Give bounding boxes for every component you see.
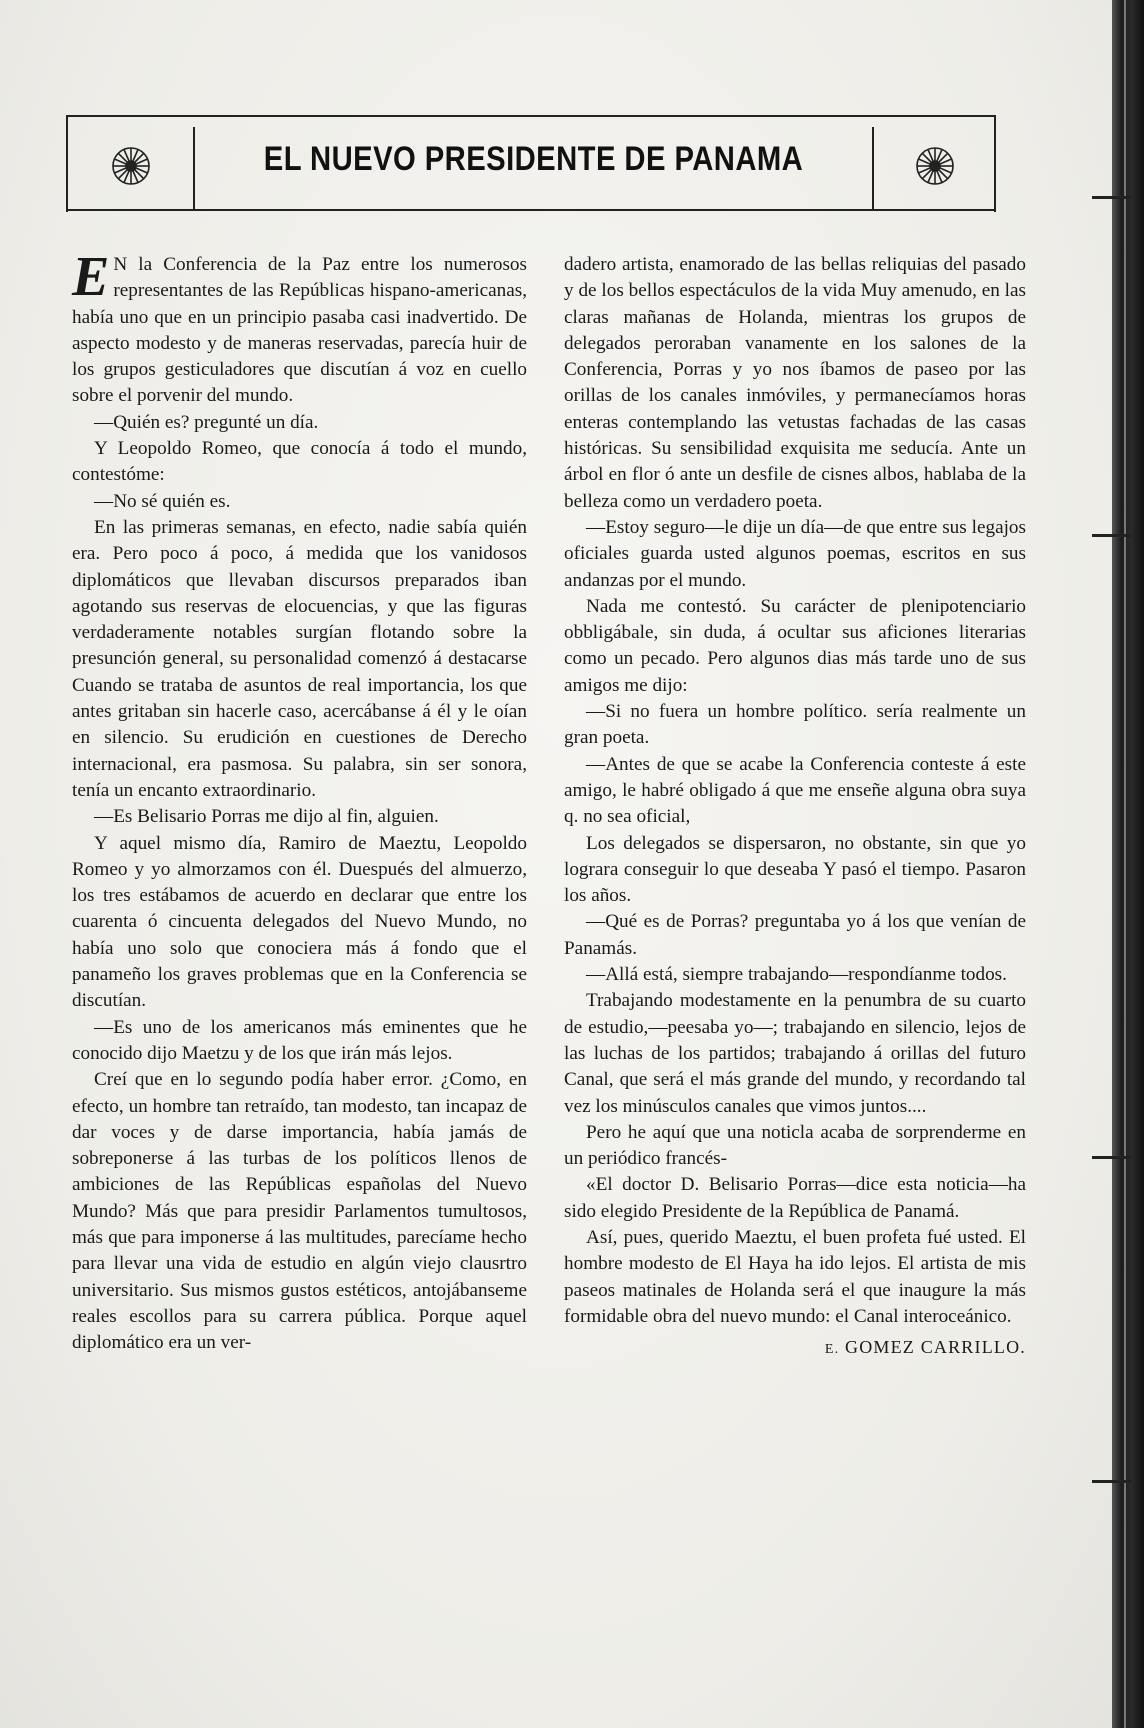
paragraph: «El doctor D. Belisario Porras—dice esta noticia—ha sido elegido Presidente de la República de Panamá. [564, 1174, 1026, 1222]
paragraph: —Allá está, siempre trabajando—respondíanme todos. [586, 964, 1007, 986]
book-spine [1112, 0, 1144, 1728]
paragraph: —Antes de que se acabe la Conferencia conteste á este amigo, le habré obligado á que me enseñe alguna obra suya q. no sea oficial, [564, 753, 1026, 828]
title-frame-divider-left [193, 127, 195, 211]
paragraph: Nada me contestó. Su carácter de plenipotenciario obbligábale, sin duda, á ocultar sus aficiones literarias como un pecado. Pero algunos dias más tarde uno de sus amigos me dijo: [564, 595, 1026, 696]
paragraph: Pero he aquí que una noticla acaba de sorprenderme en un periódico francés- [564, 1121, 1026, 1170]
paragraph: Creí que en lo segundo podía haber error. ¿Como, en efecto, un hombre tan retraído, tan modesto, tan incapaz de dar voces y de darse importancia, había jamás de sobreponerse á las turbas de los políticos llenos de ambiciones de las Repúblicas españolas del Nuevo Mundo? Más que para presidir Parlamentos tumultosos, más que para imponerse á las multitudes, parecíame hecho para llevar una vida de estudio en algún viejo clausrtro universitario. Sus mismos gustos estéticos, antojábanseme reales escollos para su carrera pública. Porque aquel diplomático era un ver- [72, 1069, 527, 1354]
paragraph: —Qué es de Porras? preguntaba yo á los que venían de Panamás. [564, 911, 1026, 959]
binding-thread [1092, 196, 1132, 199]
paragraph: —Es Belisario Porras me dijo al fin, alguien. [94, 806, 439, 828]
author-signature: E. GOMEZ CARRILLO. [824, 1337, 1026, 1358]
paragraph: Y aquel mismo día, Ramiro de Maeztu, Leopoldo Romeo y yo almorzamos con él. Duespués del almuerzo, los tres estábamos de acuerdo en declarar que entre los cuarenta ó cincuenta delegados del Nuevo Mundo, no había uno solo que conociera más á fondo que el panameño los graves problemas que en la Conferencia se discutían. [72, 832, 527, 1012]
rosette-ornament-icon [110, 145, 152, 187]
title-frame-divider-right [872, 127, 874, 211]
paragraph: E N la Conferencia de la Paz entre los numerosos representantes de las Repúblicas hispano-americanas, había uno que en un principio pasaba casi inadvertido. De aspecto modesto y de maneras reservadas, parecía huir de los grupos gesticuladores que discutían á voz en cuello sobre el porvenir del mundo. [72, 246, 527, 407]
binding-thread [1092, 1156, 1132, 1159]
paragraph: Los delegados se dispersaron, no obstante, sin que yo lograra conseguir lo que deseaba Y pasó el tiempo. Pasaron los años. [564, 832, 1026, 907]
paragraph: —Si no fuera un hombre político. sería realmente un gran poeta. [564, 701, 1026, 749]
binding-thread [1092, 534, 1132, 537]
article-title: EL NUEVO PRESIDENTE DE PANAMA [263, 140, 804, 178]
left-column [72, 246, 527, 1356]
rosette-ornament-icon [914, 145, 956, 187]
right-column [564, 252, 1026, 1363]
paragraph: dadero artista, enamorado de las bellas reliquias del pasado y de los bellos espectáculos de la vida Muy amenudo, en las claras mañanas de Holanda, mientras los grupos de delegados peroraban vanamente en los salones de la Conferencia, Porras y yo nos íbamos de paseo por las orillas de los canales inmóviles, y permanecíamos horas enteras contemplando las vetustas fachadas de las casas históricas. Su sensibilidad exquisita me seducía. Ante un árbol en flor ó ante un desfile de cisnes albos, hablaba de la belleza como un verdadero poeta. [564, 254, 1026, 512]
paragraph: —No sé quién es. [94, 490, 231, 512]
paragraph: Así, pues, querido Maeztu, el buen profeta fué usted. El hombre modesto de El Haya ha ido lejos. El artista de mis paseos matinales de Holanda será el que inaugure la más formidable obra del nuevo mundo: el Canal interoceánico. [564, 1226, 1026, 1327]
binding-thread [1092, 1480, 1132, 1483]
paragraph: En las primeras semanas, en efecto, nadie sabía quién era. Pero poco á poco, á medida que los vanidosos diplomáticos que llevaban discursos preparados iban agotando sus reservas de elocuencias, y que las figuras verdaderamente notables surgían flotando sobre la presunción general, su personalidad comenzó á destacarse Cuando se trataba de asuntos de real importancia, los que antes gritaban sin hacerle caso, acercábanse á él y le oían en silencio. Su erudición en cuestiones de Derecho internacional, era pasmosa. Su palabra, sin ser sonora, tenía un encanto extraordinario. [72, 516, 527, 801]
drop-cap: E [72, 246, 110, 308]
paragraph: Trabajando modestamente en la penumbra de su cuarto de estudio,—peesaba yo—; trabajando en silencio, lejos de las luchas de los partidos; trabajando á orillas del futuro Canal, que será el más grande del mundo, y recordando tal vez los minúsculos canales que vimos juntos.... [564, 990, 1026, 1117]
paragraph: Y Leopoldo Romeo, que conocía á todo el mundo, contestóme: [72, 438, 527, 486]
paragraph: —Es uno de los americanos más eminentes que he conocido dijo Maetzu y de los que irán más lejos. [72, 1016, 527, 1064]
paragraph: —Estoy seguro—le dije un día—de que entre sus legajos oficiales guarda usted algunos poemas, escritos en sus andanzas por el mundo. [564, 516, 1026, 591]
title-frame-bottom-rule [66, 209, 996, 211]
spine-edge-line [1124, 0, 1126, 1728]
paragraph: —Quién es? pregunté un día. [94, 411, 319, 433]
